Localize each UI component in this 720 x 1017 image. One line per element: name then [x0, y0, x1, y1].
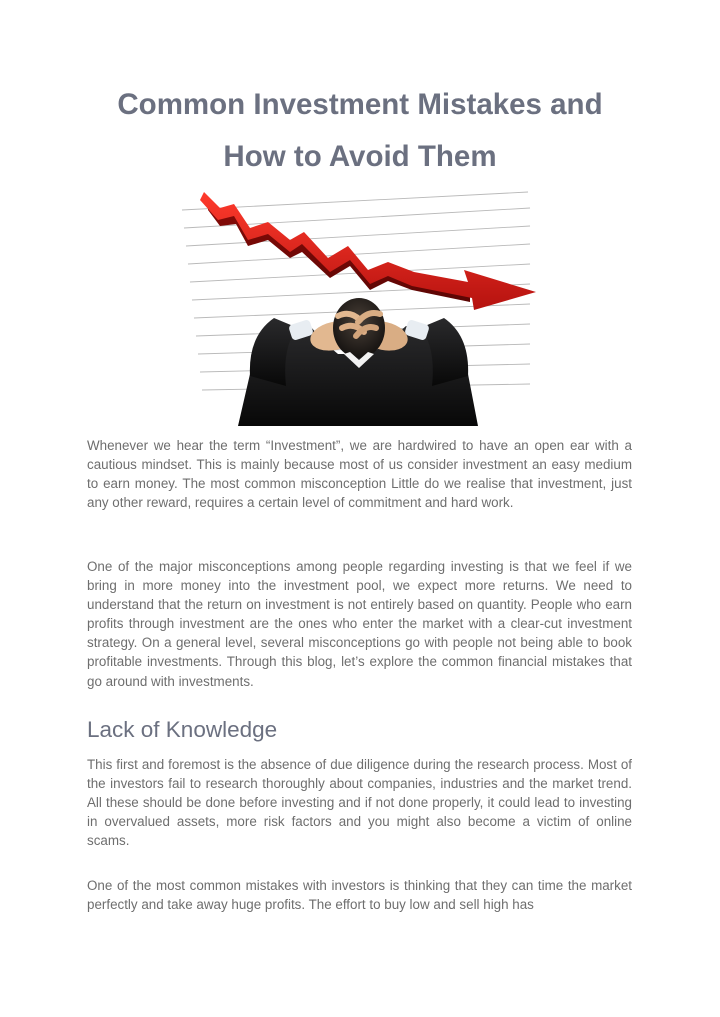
section-paragraph-1: This first and foremost is the absence of due diligence during the research process. Most of the investors fail to research thoroughly about companies, industries and the market trend. All these should be done before investing and if not done properly, it could lead to investing in overvalued assets, more risk factors and you might also become a victim of online scams.: [87, 757, 632, 849]
stressed-businessman-figure: [238, 298, 478, 426]
document-title-line-1: Common Investment Mistakes and: [117, 88, 603, 121]
intro-paragraph-1: Whenever we hear the term “Investment”, we are hardwired to have an open ear with a cautious mindset. This is mainly because most of us consider investment an easy medium to earn money. The most common misconception Little do we realise that investment, just any other reward, requires a certain level of commitment and hard work.: [87, 438, 632, 511]
falling-arrow-icon: [200, 192, 536, 310]
section-heading-lack-of-knowledge: Lack of Knowledge: [87, 717, 278, 742]
section-paragraph-2: One of the most common mistakes with investors is thinking that they can time the market perfectly and take away huge profits. The effort to buy low and sell high has: [87, 878, 632, 913]
falling-arrow-businessman-illustration: [178, 186, 542, 426]
document-title-line-2: How to Avoid Them: [223, 140, 497, 173]
intro-paragraph-2: One of the major misconceptions among people regarding investing is that we feel if we bring in more money into the investment pool, we expect more returns. We need to understand that the return on investment is not entirely based on quantity. People who earn profits through investment are the ones who enter the market with a clear-cut investment strategy. On a general level, several misconceptions go with people not being able to book profitable investments. Through this blog, let’s explore the common financial mistakes that go around with investments.: [87, 559, 632, 689]
